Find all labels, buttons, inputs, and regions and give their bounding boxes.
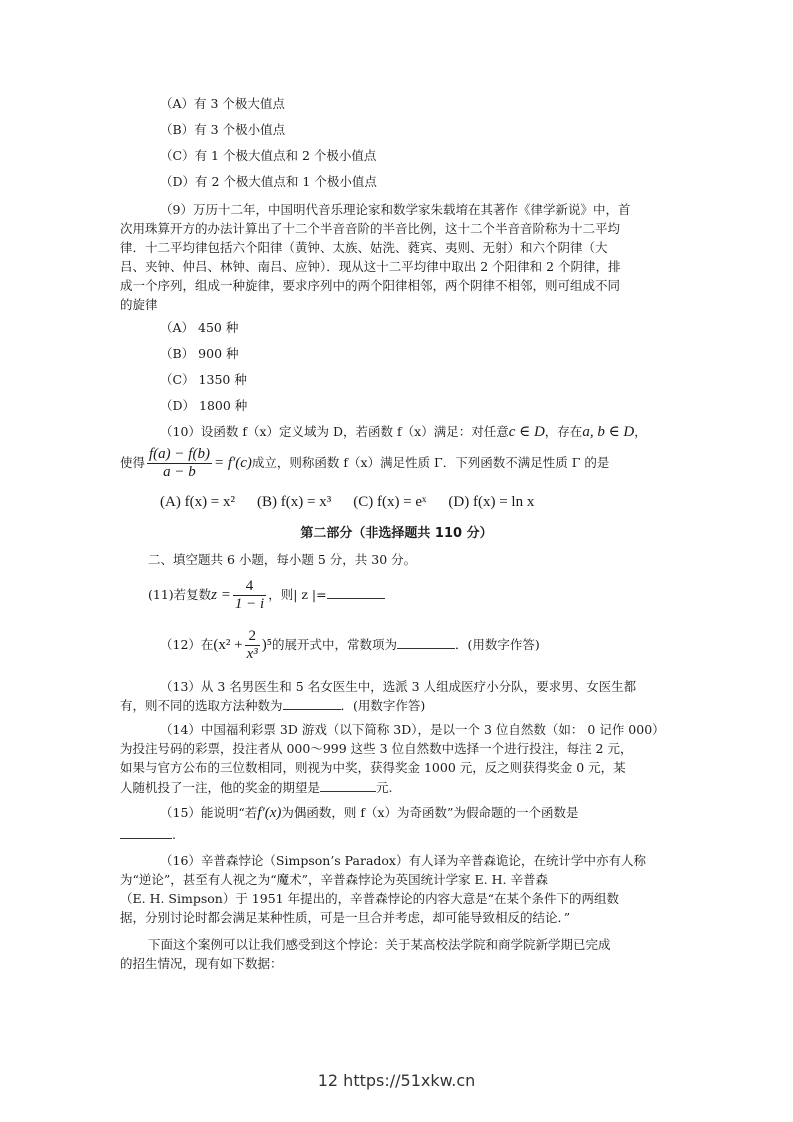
q9-option-c: （C） 1350 种 xyxy=(160,372,247,387)
q9-option-b: （B） 900 种 xyxy=(160,346,239,361)
q14-answer-blank xyxy=(320,779,376,792)
q10-frac-num: f(a) − f(b) xyxy=(149,446,210,462)
q9-line: 律．十二平均律包括六个阳律（黄钟、太族、姑洗、蕤宾、夷则、无射）和六个阴律（大 xyxy=(120,240,608,255)
q11-frac-num: 4 xyxy=(233,578,266,596)
q12-frac-num: 2 xyxy=(245,628,260,646)
q15-answer-blank xyxy=(120,826,172,839)
q11-frac-den: 1 − i xyxy=(234,596,265,612)
q14-line2: 为投注号码的彩票，投注者从 000～999 这些 3 位自然数中选择一个进行投注，每注 2 元， xyxy=(120,741,633,756)
q12-frac-den: x³ xyxy=(246,646,258,662)
q12 xyxy=(160,626,540,664)
q11-pre: (11)若复数 xyxy=(148,587,212,602)
q15-line1 xyxy=(160,805,578,821)
q16-line: 为“逆论”，甚至有人视之为“魔术”，辛普森悖论为英国统计学家 E. H. 辛普森 xyxy=(120,872,548,887)
q12-pre: （12）在 xyxy=(160,637,214,652)
q10-option-b: (B) f(x) = x³ xyxy=(257,494,332,510)
q14-line3: 如果与官方公布的三位数相同，则视为中奖，获得奖金 1000 元，反之则获得奖金 0 元，某 xyxy=(120,760,626,775)
q13-line2-pre: 有，则不同的选取方法种数为 xyxy=(120,698,283,713)
page-footer: 12 https://51xkw.cn xyxy=(317,1071,476,1090)
q15-line2-post: . xyxy=(172,827,176,842)
q13-line2-post: ．(用数字作答) xyxy=(340,698,426,713)
q9-option-d: （D） 1800 种 xyxy=(160,398,248,413)
q11-answer-blank xyxy=(327,586,385,599)
q12-post: 的展开式中，常数项为 xyxy=(272,637,398,652)
q14-line1: （14）中国福利彩票 3D 游戏（以下简称 3D），是以一个 3 位自然数（如： 0 记作 000） xyxy=(160,722,665,737)
q10-line1 xyxy=(160,424,647,440)
q15-line2 xyxy=(120,826,176,843)
q9-line: 吕、夹钟、仲吕、林钟、南吕、应钟）．现从这十二平均律中取出 2 个阳律和 2 个阴律，排 xyxy=(120,259,621,274)
q12-tail: ．(用数字作答) xyxy=(455,637,540,652)
q14-line4 xyxy=(120,779,393,796)
q9-line: （9）万历十二年，中国明代音乐理论家和数学家朱载堉在其著作《律学新说》中，首 xyxy=(160,202,631,217)
q10-option-d: (D) f(x) = ln x xyxy=(448,494,535,510)
q15-pre: （15）能说明“若 xyxy=(160,805,258,820)
q12-fraction xyxy=(245,628,260,663)
q10-text-e: ， xyxy=(634,424,647,439)
q14-line4-pre: 人随机投了一注，他的奖金的期望是 xyxy=(120,780,321,795)
q12-expr-b: )⁵ xyxy=(261,637,272,653)
q10-c-in-d: c ∈ D xyxy=(508,424,545,440)
q11-post: ，则| z |= xyxy=(268,587,327,602)
q16-line: 据，分别讨论时都会满足某种性质，可是一旦合并考虑，却可能导致相反的结论．” xyxy=(120,910,571,925)
part2-heading: 第二部分（非选择题共 110 分） xyxy=(300,526,493,541)
closing-line: 的招生情况，现有如下数据： xyxy=(120,956,283,971)
section2-intro: 二、填空题共 6 小题，每小题 5 分，共 30 分。 xyxy=(148,552,417,567)
q10-line2-post: 成立，则称函数 f（x）满足性质 Γ．下列函数不满足性质 Γ 的是 xyxy=(251,455,610,470)
q15-post: 为偶函数，则 f（x）为奇函数”为假命题的一个函数是 xyxy=(281,805,579,820)
q13-line2 xyxy=(120,697,425,714)
q12-expr-a: (x² + xyxy=(213,637,243,653)
q10-frac-den: a − b xyxy=(163,464,196,480)
q13-answer-blank xyxy=(283,697,341,710)
q16-line: （16）辛普森悖论（Simpson’s Paradox）有人译为辛普森诡论，在统计学中亦有人称 xyxy=(160,853,646,868)
q10-options xyxy=(160,494,534,510)
q10-fraction xyxy=(147,446,212,481)
q9-line: 成一个序列，组成一种旋律，要求序列中的两个阳律相邻，两个阴律不相邻，则可组成不同 xyxy=(120,278,621,293)
q10-option-c: (C) f(x) = eˣ xyxy=(353,494,427,510)
q12-answer-blank xyxy=(397,636,455,649)
q10-text-c: ，存在 xyxy=(544,424,583,439)
q9-line: 次用珠算开方的办法计算出了十二个半音音阶的半音比例，这十二个半音音阶称为十二平均 xyxy=(120,221,621,236)
q15-expr: f′(x) xyxy=(257,805,282,821)
q10-line2 xyxy=(120,445,609,481)
q8-option-b: （B）有 3 个极小值点 xyxy=(160,122,286,137)
q9-line: 的旋律 xyxy=(120,297,158,312)
closing-line: 下面这个案例可以让我们感受到这个悖论：关于某高校法学院和商学院新学期已完成 xyxy=(148,937,611,952)
q11-fraction xyxy=(233,578,266,613)
q10-eq: = f′(c) xyxy=(213,455,252,471)
q8-option-c: （C）有 1 个极大值点和 2 个极小值点 xyxy=(160,148,377,163)
q10-text-a: （10）设函数 f（x）定义域为 D，若函数 f（x）满足：对任意 xyxy=(160,424,509,439)
q16-line: （E. H. Simpson）于 1951 年提出的，辛普森悖论的内容大意是“在某个条件下的两组数 xyxy=(120,891,619,906)
q10-ab-in-d: a, b ∈ D xyxy=(582,424,635,440)
q11 xyxy=(148,576,385,614)
q8-option-a: （A）有 3 个极大值点 xyxy=(160,96,285,111)
q10-line2-pre: 使得 xyxy=(120,455,146,470)
q14-line4-post: 元. xyxy=(376,780,393,795)
q8-option-d: （D）有 2 个极大值点和 1 个极小值点 xyxy=(160,174,377,189)
q10-option-a: (A) f(x) = x² xyxy=(160,494,236,510)
q11-z-eq: z = xyxy=(211,587,231,603)
q9-option-a: （A） 450 种 xyxy=(160,320,239,335)
q13-line1: （13）从 3 名男医生和 5 名女医生中，选派 3 人组成医疗小分队，要求男、女医生都 xyxy=(160,679,637,694)
